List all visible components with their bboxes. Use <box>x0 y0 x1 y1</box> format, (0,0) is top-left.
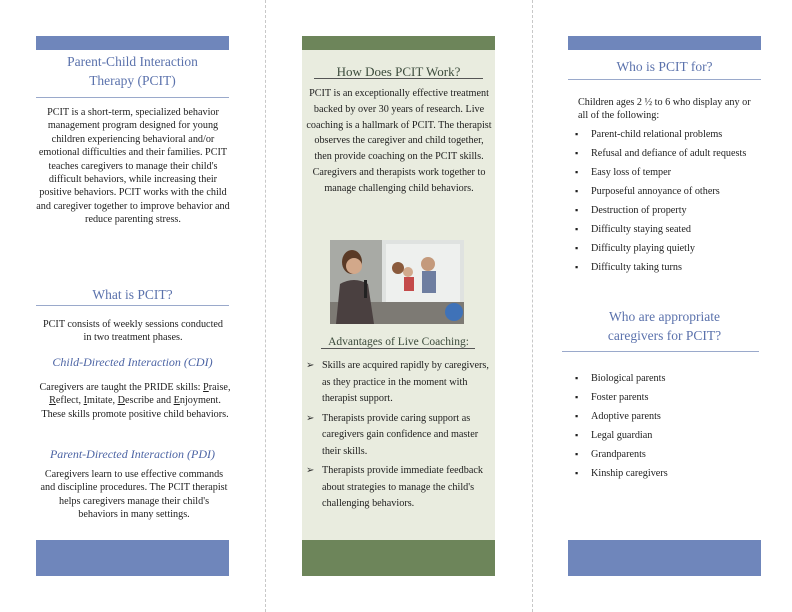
caregiver-item: ▪ Adoptive parents <box>575 410 760 423</box>
cdi-and: and <box>156 395 172 407</box>
panel2-top-bar <box>302 36 495 50</box>
cdi-text-suffix: These skills promote positive child behaviors. <box>41 408 229 420</box>
pride-rest: eflect, <box>55 395 82 407</box>
who-item: ▪ Destruction of property <box>575 204 760 217</box>
pride-letter: P <box>203 382 209 393</box>
caregivers-heading-line2: caregivers for PCIT? <box>607 328 722 343</box>
advantage-item: ➢ Therapists provide immediate feedback about strategies to manage the child's challenging behaviors. <box>306 463 490 513</box>
pride-skill-describe <box>118 395 154 406</box>
caregiver-item: ▪ Biological parents <box>575 372 760 385</box>
caregivers-list <box>575 372 760 480</box>
panel1-title-line2: Therapy (PCIT) <box>89 73 176 88</box>
caregivers-heading <box>568 307 761 345</box>
who-intro: Children ages 2 ½ to 6 who display any or all of the following: <box>578 97 751 121</box>
panel1-top-bar <box>36 36 229 50</box>
pride-letter: R <box>49 395 56 407</box>
pride-rest: escribe <box>124 395 154 407</box>
panel3-bottom-bar <box>568 540 761 576</box>
who-is-pcit-for-heading: Who is PCIT for? <box>616 59 713 74</box>
pride-rest: mitate, <box>87 395 116 407</box>
pride-letter: E <box>173 395 180 407</box>
who-item: ▪ Purposeful annoyance of others <box>575 185 760 198</box>
pride-rest: njoyment. <box>179 395 221 407</box>
fold-line-left <box>265 0 266 612</box>
pride-letter: I <box>83 395 88 407</box>
pride-skill-reflect <box>49 395 81 406</box>
what-is-pcit-text: PCIT consists of weekly sessions conducted in two treatment phases. <box>42 319 224 344</box>
panel2-title-rule <box>314 78 483 79</box>
advantages-rule <box>321 348 475 349</box>
caregivers-heading-line1: Who are appropriate <box>609 309 720 324</box>
panel2-title: How Does PCIT Work? <box>336 64 461 79</box>
cdi-text <box>36 381 234 421</box>
who-item: ▪ Difficulty playing quietly <box>575 242 760 255</box>
pride-letter: D <box>117 395 125 407</box>
pdi-heading: Parent-Directed Interaction (PDI) <box>49 447 216 461</box>
panel1-title-line1: Parent-Child Interaction <box>67 54 198 69</box>
panel1-title <box>36 52 229 90</box>
pride-skill-praise <box>203 382 230 393</box>
who-item: ▪ Refusal and defiance of adult requests <box>575 147 760 160</box>
pride-skill-imitate <box>84 395 115 406</box>
panel1-bottom-bar <box>36 540 229 576</box>
caregiver-item: ▪ Foster parents <box>575 391 760 404</box>
cdi-text-prefix: Caregivers are taught the PRIDE skills: <box>39 382 201 393</box>
live-coaching-photo <box>330 240 464 324</box>
panel2-intro: PCIT is an exceptionally effective treatment backed by over 30 years of research. Live coaching is a hallmark of PCIT. The therapist observes the caregiver and child together, then provide coaching on the PCIT skills. Caregivers and therapists work together to manage challenging child behaviors. <box>306 88 492 194</box>
caregivers-rule <box>562 351 759 352</box>
who-is-pcit-for-rule <box>568 79 761 80</box>
panel3-top-bar <box>568 36 761 50</box>
who-list <box>575 128 760 274</box>
who-item: ▪ Difficulty staying seated <box>575 223 760 236</box>
caregiver-item: ▪ Grandparents <box>575 448 760 461</box>
advantages-list <box>306 358 490 513</box>
who-item: ▪ Parent-child relational problems <box>575 128 760 141</box>
pride-skill-enjoyment <box>174 395 221 406</box>
advantage-item: ➢ Therapists provide caring support as caregivers gain confidence and master their skills. <box>306 411 490 461</box>
caregiver-item: ▪ Kinship caregivers <box>575 467 760 480</box>
who-item: ▪ Easy loss of temper <box>575 166 760 179</box>
advantage-item: ➢ Skills are acquired rapidly by caregivers, as they practice in the moment with therapist support. <box>306 358 490 408</box>
cdi-heading: Child-Directed Interaction (CDI) <box>52 355 213 369</box>
what-is-pcit-heading: What is PCIT? <box>92 287 173 302</box>
fold-line-right <box>532 0 533 612</box>
pdi-text: Caregivers learn to use effective commands and discipline procedures. The PCIT therapist helps caregivers manage their child's behaviors in many settings. <box>40 469 228 521</box>
panel1-intro: PCIT is a short-term, specialized behavior management program designed for young children experiencing behavioral and/or emotional difficulties and their families. PCIT teaches caregivers to manage their child's difficult behaviors, while increasing their positive behaviors. PCIT works with the child and caregiver together to improve behavior and reduce parenting stress. <box>36 107 230 226</box>
panel2-bottom-bar <box>302 540 495 576</box>
advantages-heading: Advantages of Live Coaching: <box>328 336 469 348</box>
pride-rest: raise, <box>208 382 231 393</box>
panel1-title-rule <box>36 97 229 98</box>
who-item: ▪ Difficulty taking turns <box>575 261 760 274</box>
what-is-pcit-rule <box>36 305 229 306</box>
caregiver-item: ▪ Legal guardian <box>575 429 760 442</box>
